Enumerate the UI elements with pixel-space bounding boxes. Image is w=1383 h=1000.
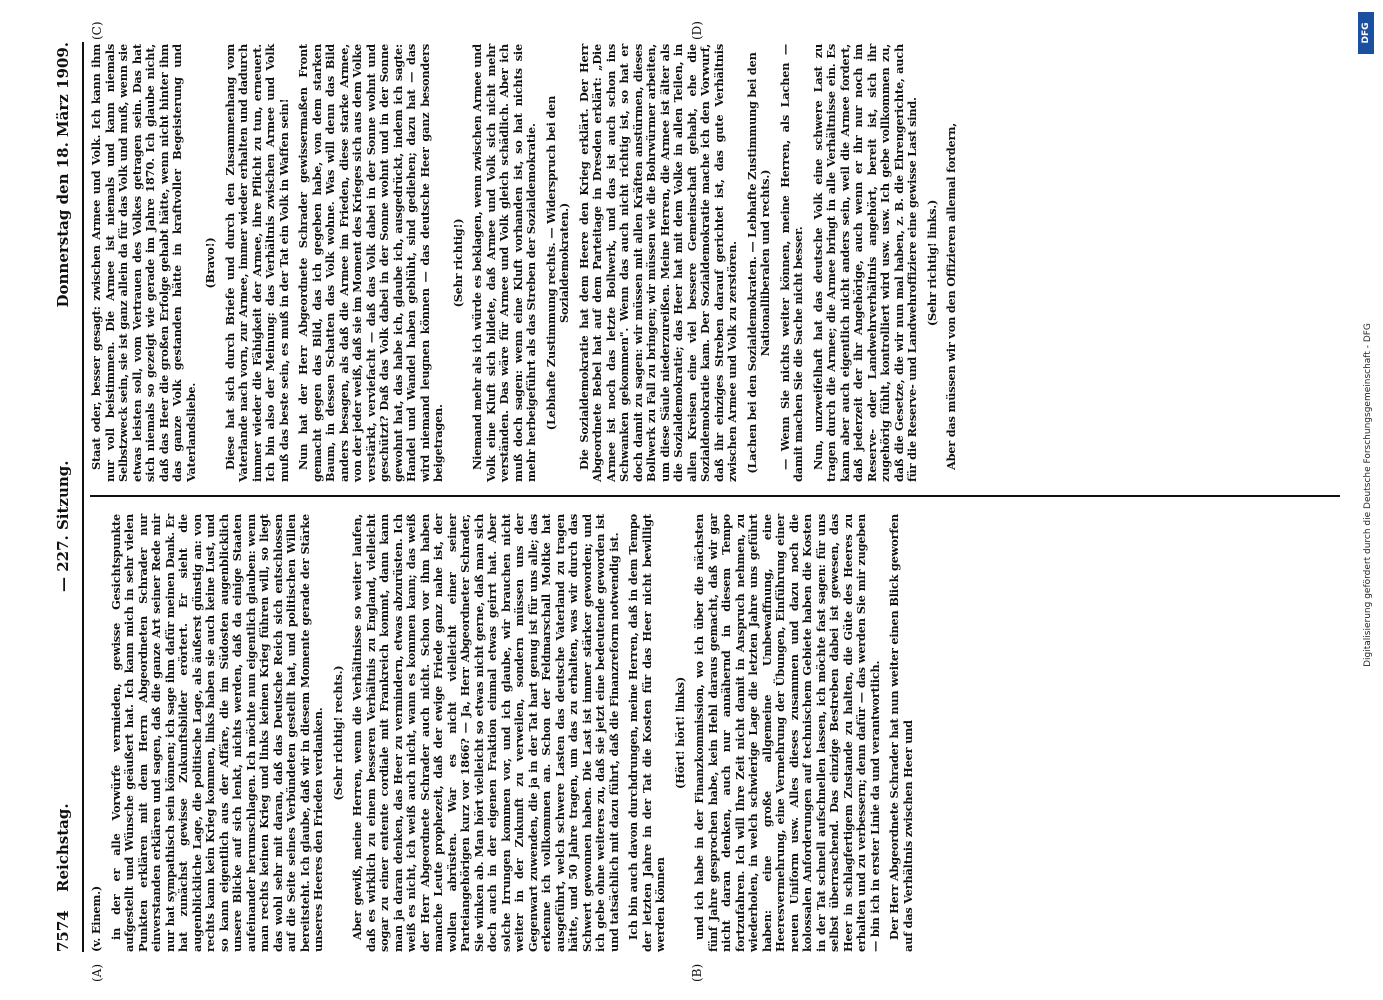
page-number: 7574 xyxy=(54,910,72,952)
paragraph: Nun hat der Herr Abgeordnete Schrader gewissermaßen Front gemacht gegen das Bild, das ich gegeben habe, von dem starken Baum, in dessen Schatten das Volk wohne. Was will denn das Bild anders besagen, als daß die Armee im Frieden, diese starke Armee, von der jeder weiß, daß sie im Moment des Krieges sich aus dem Volke verstärkt, verviefacht — daß das Volk dabei in der Sonne wohnt und geschützt? Daß das Volk dabei in der Sonne wohnt und in der Sonne gewohnt hat, das habe ich, glaube ich, ausgedrückt, indem ich sagte: Handel und Wandel haben geblüht, sind gediehen; dazu hat — das wird niemand leugnen können — das deutsche Heer ganz besonders beigetragen. xyxy=(296,44,445,482)
paragraph: in der er alle Vorwürfe vermieden, gewisse Gesichtspunkte aufgestellt und Wünsche geäußert hat. Ich kann mich in sehr vielen Punkten erklären mit dem Herrn Abgeordneten Schrader nur einverstanden erklären und sagen, daß die ganze Art seiner Rede mir nur hat sympathisch sein können; ich sage ihm dafür meinen Dank. Er hat zunächst gewisse Zukunftsbilder erörtert. Er sieht die augenblickliche Lage, die politische Lage, als äußerst günstig an: von rechts kann kein Krieg kommen, links haben sie auch keine Lust, und so kann eigentlich aus der Affäre, die im Südosten augenblicklich unsere Blicke auf sich lenkt, nichts werden, daß da einige Staaten aufeinander herumschlagen. Ich möchte nun eigentlich glauben: wenn man rechts keinen Krieg und links keinen Krieg führen will, so liegt das wohl sehr mit daran, daß das Deutsche Reich sich entschlossen auf die Seite seines Verbündeten gestellt hat, und politischen Willen bereitsteht. Ich glaube, daß wir in diesem Momente gerade der Stärke unseres Heeres den Frieden verdanken. xyxy=(108,514,325,952)
column-divider xyxy=(90,495,1340,497)
left-column xyxy=(89,514,915,952)
paragraph: Der Herr Abgeordnete Schrader hat nun weiter einen Blick geworfen auf das Verhältnis zwischen Heer und xyxy=(887,514,915,952)
margin-mark-b: (B) xyxy=(690,963,704,982)
speaker-tag: (v. Einem.) xyxy=(89,886,103,952)
paragraph: und ich habe in der Finanzkommission, wo ich über die nächsten fünf Jahre gesprochen habe, kein Hehl daraus gemacht, daß wir gar nicht daran denken, auch nur annähernd in diesem Tempo fortzufahren. Ich will Ihre Zeit nicht damit in Anspruch nehmen, zu wiederholen, in welch schwierige Lage die letzten Jahre uns geführt haben: eine große allgemeine Umbewaffnung, eine Heeresvermehrung, eine Vermehrung der Übungen, Einführung einer neuen Uniform usw. Alles dieses zusammen und dazu noch die kolossalen Anforderungen auf technischem Gebiete haben die Kosten in der Tat schnell aufschnellen lassen, ich möchte fast sagen: für uns selbst überraschend. Das einzige Bestreben dabei ist gewesen, das Heer in schlagfertigem Zustande zu halten, die Güte des Heeres zu erhalten und zu verbessern; denn dafür — das werden Sie mir zugeben — bin ich in erster Linie da und verantwortlich. xyxy=(692,514,882,952)
interjection: (Sehr richtig!) xyxy=(450,218,465,308)
margin-mark-a: (A) xyxy=(90,963,104,982)
interjection: (Bravo!) xyxy=(203,237,217,289)
session-date: Donnerstag den 18. März 1909. xyxy=(54,42,72,308)
right-column xyxy=(89,44,958,482)
interjection: (Hört! hört! links) xyxy=(672,677,687,789)
page-header xyxy=(50,42,76,952)
interjection: (Sehr richtig! links.) xyxy=(924,199,939,327)
rotated-page-content xyxy=(50,21,1340,982)
page-title: Reichstag. xyxy=(54,803,72,892)
paragraph: Die Sozialdemokratie hat dem Heere den Krieg erklärt. Der Herr Abgeordnete Bebel hat auf dem Parteitage in Dresden erklärt: „Die Armee ist noch das letzte Bollwerk, und das ist auch schon ins Schwanken gekommen". Wenn das auch nicht richtig ist, so hat er doch damit zu sagen: wir müssen mit allen Kräften anstürmen, dieses Bollwerk zu Fall zu bringen; wir müssen wie die Bohrwürmer arbeiten, um diese Säule niederzureißen. Meine Herren, die Armee ist älter als die Sozialdemokratie; das Heer hat mit dem Volke in allen Teilen, in allen Kreisen eine viel bessere Gemeinschaft gehabt, ehe die Sozialdemokratie kam. Der Sozialdemokratie mache ich den Vorwurf, daß ihr einziges Streben darauf gerichtet ist, das gute Verhältnis zwischen Armee und Volk zu zerstören. xyxy=(576,44,739,482)
paragraph: Ich bin auch davon durchdrungen, meine Herren, daß in dem Tempo der letzten Jahre in der Tat die Kosten für das Heer nicht bewilligt werden können xyxy=(626,514,667,952)
digitization-credit: Digitalisierung gefördert durch die Deutsche Forschungsgemeinschaft - DFG xyxy=(1363,323,1373,667)
paragraph: Staat oder, besser gesagt: zwischen Armee und Volk. Ich kann ihm nur voll beistimmen. Die Armee ist niemals und kann niemals Selbstzweck sein, sie ist ganz allein da für das Volk und muß, wenn sie etwas leisten soll, vom Vertrauen des Volkes getragen sein. Das hat sich niemals so gezeigt wie gerade im Jahre 1870. Ich glaube nicht, daß das Heer die großen Erfolge gehabt hätte, wenn nicht hinter ihm das ganze Volk gestanden hätte in kraftvoller Begeisterung und Vaterlandsliebe. xyxy=(89,44,198,482)
paragraph: Nun, unzweifelhaft hat das deutsche Volk eine schwere Last zu tragen durch die Armee; die Armee bringt in alle Verhältnisse ein. Es kann aber auch eigentlich nicht anders sein, weil die Armee fordert, daß jederzeit der ihr Angehörige, auch wenn er ihr nur noch im Reserve- oder Landwehrverhältnis angehört, bereit ist, sich ihr zugehörig fühlt, kontrolliert wird usw. usw. Ich gebe vollkommen zu, daß die Gesetze, die wir nun mal haben, z. B. die Ehrengerichte, auch für die Reserve- und Landwehroffiziere eine gewisse Last sind. xyxy=(810,44,919,482)
paragraph: Diese hat sich durch Briefe und durch den Zusammenhang vom Vaterlande nach vorn, zur Armee, immer wieder erhalten und dadurch immer wieder die Fähigkeit der Armee, ihre Pflicht zu tun, erneuert. Ich bin also der Meinung: das Verhältnis zwischen Armee und Volk muß das beste sein, es muß in der Tat ein Volk in Waffen sein! xyxy=(222,44,291,482)
header-rule xyxy=(82,42,84,952)
paragraph: — Wenn Sie nichts weiter können, meine Herren, als Lachen — damit machen Sie die Sache nicht besser. xyxy=(777,44,805,482)
dfg-logo: DFG xyxy=(1358,12,1374,54)
margin-mark-c: (C) xyxy=(90,21,104,40)
paragraph: Aber das müssen wir von den Offizieren allemal fordern, xyxy=(944,123,958,470)
digitization-sidebar xyxy=(1348,10,1382,995)
interjection: (Lachen bei den Sozialdemokraten. — Lebhafte Zustimmung bei den Nationalliberalen und rechts.) xyxy=(744,52,772,474)
margin-mark-d: (D) xyxy=(690,21,704,40)
session-label: — 227. Sitzung. xyxy=(54,460,72,592)
paragraph: Aber gewiß, meine Herren, wenn die Verhältnisse so weiter laufen, daß es wirklich zu einem besseren Verhältnis zu England, vielleicht sogar zu einer entente cordiale mit Frankreich kommt, dann kann man ja daran denken, das Heer zu vermindern, etwas abzurüsten. Ich weiß es nicht, ich weiß auch nicht, wann es kommen kann; das weiß der Herr Abgeordnete Schrader auch nicht. Schon vor ihm haben manche Leute prophezeit, daß der ewige Friede ganz nahe ist, der wollen abrüsten. War es nicht vielleicht einer seiner Parteiangehörigen kurz vor 1866? — Ja, Herr Abgeordneter Schrader, Sie winken ab. Man hört vielleicht so etwas nicht gerne, daß man sich doch auch in der eigenen Fraktion einmal etwas geirrt hat. Aber solche Irrungen kommen vor, und ich glaube, wir brauchen nicht weiter in der Zukunft zu verweilen, sondern müssen uns der Gegenwart zuwenden, die ja in der Tat hart genug ist für uns alle; das erkenne ich vollkommen an. Schon der Feldmarschall Moltke hat ausgeführt, welch schwere Lasten das deutsche Vaterland zu tragen hätte, und 50 Jahre tragen, um das zu erhalten, was wir durch das Schwert gewonnen haben. Die Last ist immer stärker geworden; und ich gebe ohne weiteres zu, daß sie jetzt eine bedeutende geworden ist und tatsächlich mit dazu führt, daß die Finanzreform notwendig ist. xyxy=(350,514,621,952)
paragraph: Niemand mehr als ich würde es beklagen, wenn zwischen Armee und Volk eine Kluft sich bildete, daß Armee und Volk sich nicht mehr verständen. Das wäre für Armee und Volk gleich schädlich. Aber ich muß doch sagen: wenn eine Kluft vorhanden ist, so hat nichts sie mehr herbeigeführt als das Streben der Sozialdemokratie. xyxy=(470,44,538,482)
interjection: (Lebhafte Zustimmung rechts. — Widerspruch bei den Sozialdemokraten.) xyxy=(543,95,571,431)
interjection: (Sehr richtig! rechts.) xyxy=(330,665,345,801)
